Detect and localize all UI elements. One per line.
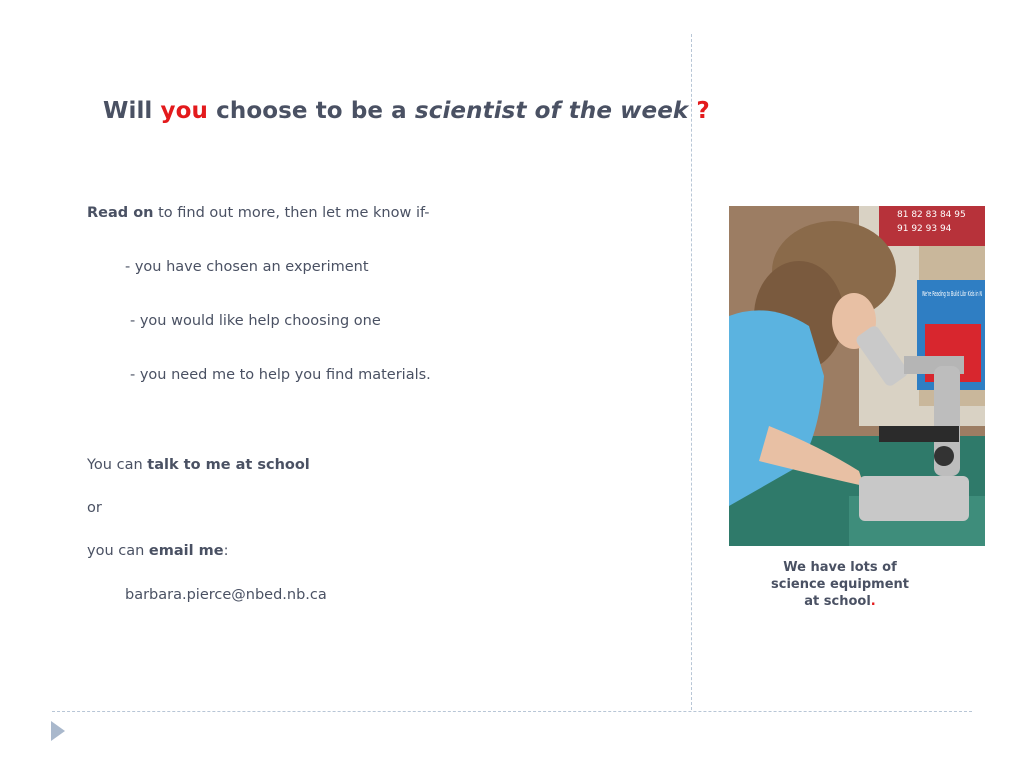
- poster-text: We're Reading to Build Libr Kids in N: [922, 290, 982, 298]
- footer-divider: [52, 711, 972, 712]
- photo-caption: [760, 559, 920, 610]
- email-address[interactable]: barbara.pierce@nbed.nb.ca: [125, 587, 327, 603]
- contact-talk-bold: talk to me at school: [147, 457, 310, 473]
- option-help-choosing: - you would like help choosing one: [130, 313, 381, 329]
- contact-email-bold: email me: [148, 543, 224, 559]
- intro-bold: Read on: [87, 205, 154, 221]
- title-part-you: you: [160, 98, 208, 124]
- contact-talk-prefix: You can: [87, 457, 148, 473]
- title-part-choose: choose to be a: [208, 98, 415, 124]
- numbers-row-2: 91 92 93 94: [897, 224, 952, 234]
- contact-email-line: [87, 543, 228, 559]
- caption-line-3: [760, 593, 920, 610]
- option-chosen-experiment: - you have chosen an experiment: [125, 259, 369, 275]
- numbers-row-1: 81 82 83 84 95: [897, 210, 966, 220]
- title-question-mark: ?: [688, 98, 710, 124]
- contact-email-colon: :: [223, 543, 229, 559]
- caption-period: .: [870, 594, 876, 609]
- option-find-materials: - you need me to help you find materials.: [130, 367, 431, 383]
- microscope-photo: [729, 206, 985, 546]
- play-arrow-icon[interactable]: [51, 721, 65, 741]
- intro-line: [87, 205, 430, 221]
- title-part-scientist: scientist of the week: [414, 98, 689, 124]
- caption-line-1: We have lots of: [783, 560, 897, 575]
- contact-email-prefix: you can: [87, 543, 149, 559]
- caption-line-3-text: at school: [804, 594, 871, 609]
- contact-talk-line: [87, 457, 310, 473]
- title-part-will: Will: [103, 98, 161, 124]
- slide-title: [103, 98, 710, 124]
- vertical-divider: [691, 34, 692, 710]
- reading-poster: [922, 290, 982, 298]
- caption-line-2: science equipment: [771, 577, 909, 592]
- contact-or: or: [87, 500, 102, 516]
- microscope-photo-illustration: [729, 206, 985, 546]
- intro-rest: to find out more, then let me know if-: [153, 205, 430, 221]
